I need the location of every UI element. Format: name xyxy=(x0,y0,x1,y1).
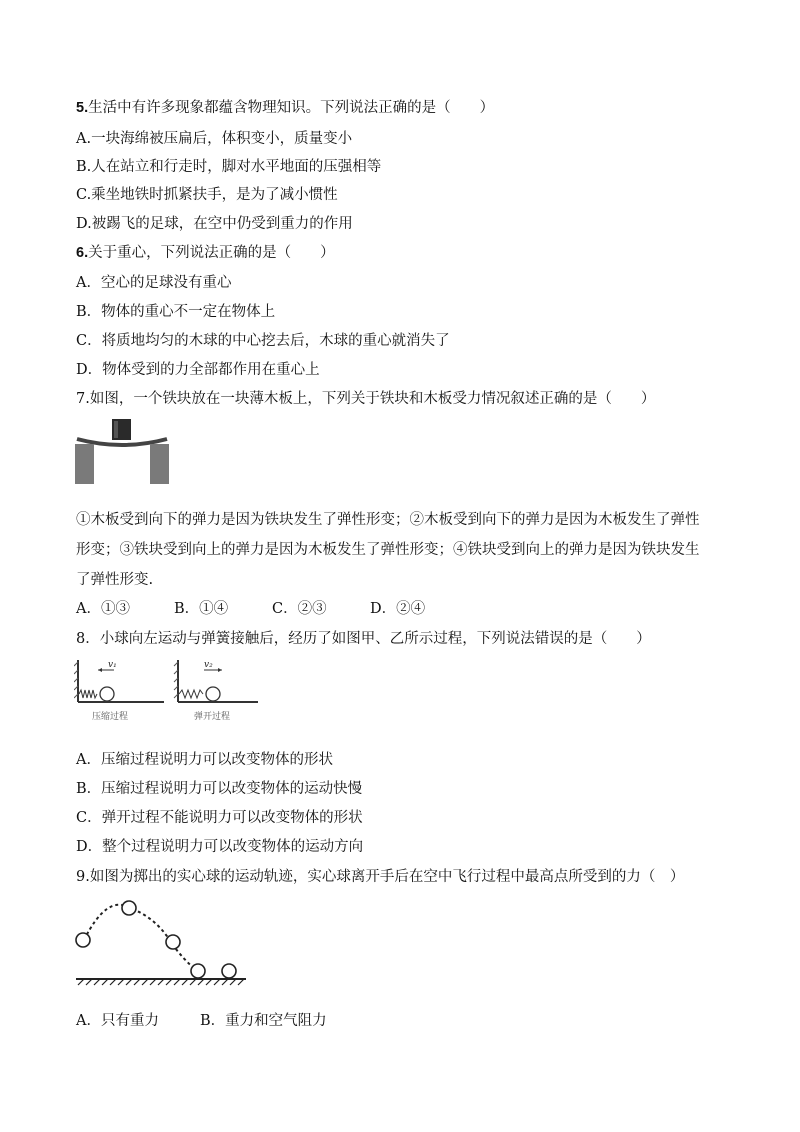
ball-highest-point-shape xyxy=(122,901,136,915)
q6-option-d: D．物体受到的力全部都作用在重心上 xyxy=(76,362,320,378)
q8-option-a: A．压缩过程说明力可以改变物体的形状 xyxy=(76,752,333,768)
left-support-shape xyxy=(75,444,94,484)
q8-option-c: C．弹开过程不能说明力可以改变物体的形状 xyxy=(76,810,363,826)
q5-option-c: C.乘坐地铁时抓紧扶手，是为了减小惯性 xyxy=(76,187,338,203)
q5-option-d: D.被踢飞的足球，在空中仍受到重力的作用 xyxy=(76,216,353,232)
q7-option-c: C．②③ xyxy=(272,601,327,617)
right-caption: 弹开过程 xyxy=(194,712,231,722)
ball-shape xyxy=(206,687,220,701)
right-velocity-label: v₂ xyxy=(204,660,213,670)
q9-stem: 9.如图为掷出的实心球的运动轨迹，实心球离开手后在空中飞行过程中最高点所受到的力（ ） xyxy=(76,869,685,885)
ball-trajectory-figure xyxy=(72,894,248,990)
q9-option-b: B．重力和空气阻力 xyxy=(200,1013,327,1029)
q6-option-b: B．物体的重心不一定在物体上 xyxy=(76,304,276,320)
release-panel xyxy=(174,660,258,722)
q5-option-b: B.人在站立和行走时，脚对水平地面的压强相等 xyxy=(76,159,382,175)
q7-body-line-1: ①木板受到向下的弹力是因为铁块发生了弹性形变；②木板受到向下的弹力是因为木板发生了弹性 xyxy=(76,512,700,528)
q6-number: 6. xyxy=(76,245,89,261)
ball-position-shape xyxy=(76,933,90,947)
q7-body-line-3: 了弹性形变. xyxy=(76,572,154,588)
q5-stem xyxy=(76,98,494,118)
releasing-spring-shape xyxy=(179,690,203,698)
q7-option-d: D．②④ xyxy=(370,601,426,617)
spring-ball-figure xyxy=(74,656,260,724)
q9-options xyxy=(76,1011,327,1031)
q7-option-b: B．①④ xyxy=(174,601,229,617)
ball-position-shape xyxy=(166,935,180,949)
q5-option-a: A.一块海绵被压扁后，体积变小，质量变小 xyxy=(76,131,353,147)
q8-option-d: D．整个过程说明力可以改变物体的运动方向 xyxy=(76,839,364,855)
q7-body-line-2: 形变；③铁块受到向上的弹力是因为木板发生了弹性形变；④铁块受到向上的弹力是因为铁块发生 xyxy=(76,542,700,558)
q7-option-a: A．①③ xyxy=(76,601,130,617)
right-support-shape xyxy=(150,444,169,484)
left-velocity-label: v₁ xyxy=(108,660,117,670)
left-caption: 压缩过程 xyxy=(92,712,129,722)
q8-option-b: B．压缩过程说明力可以改变物体的运动快慢 xyxy=(76,781,363,797)
q6-option-c: C．将质地均匀的木球的中心挖去后，木球的重心就消失了 xyxy=(76,333,450,349)
compression-panel xyxy=(74,660,164,722)
q5-number: 5. xyxy=(76,100,89,116)
q5-stem-text: 生活中有许多现象都蕴含物理知识。下列说法正确的是（ ） xyxy=(88,100,495,116)
ball-shape xyxy=(100,687,114,701)
ball-position-shape xyxy=(191,964,205,978)
q8-stem: 8．小球向左运动与弹簧接触后，经历了如图甲、乙所示过程，下列说法错误的是（ ） xyxy=(76,631,651,647)
ball-position-shape xyxy=(222,964,236,978)
iron-block-on-board-figure xyxy=(74,418,174,488)
q7-stem: 7.如图，一个铁块放在一块薄木板上，下列关于铁块和木板受力情况叙述正确的是（ ） xyxy=(76,391,656,407)
q6-stem xyxy=(76,243,335,263)
q9-option-a: A．只有重力 xyxy=(76,1013,159,1029)
compressed-spring-shape xyxy=(79,690,97,698)
q6-option-a: A．空心的足球没有重心 xyxy=(76,275,232,291)
q7-options xyxy=(76,599,425,619)
q6-stem-text: 关于重心，下列说法正确的是（ ） xyxy=(88,245,335,261)
